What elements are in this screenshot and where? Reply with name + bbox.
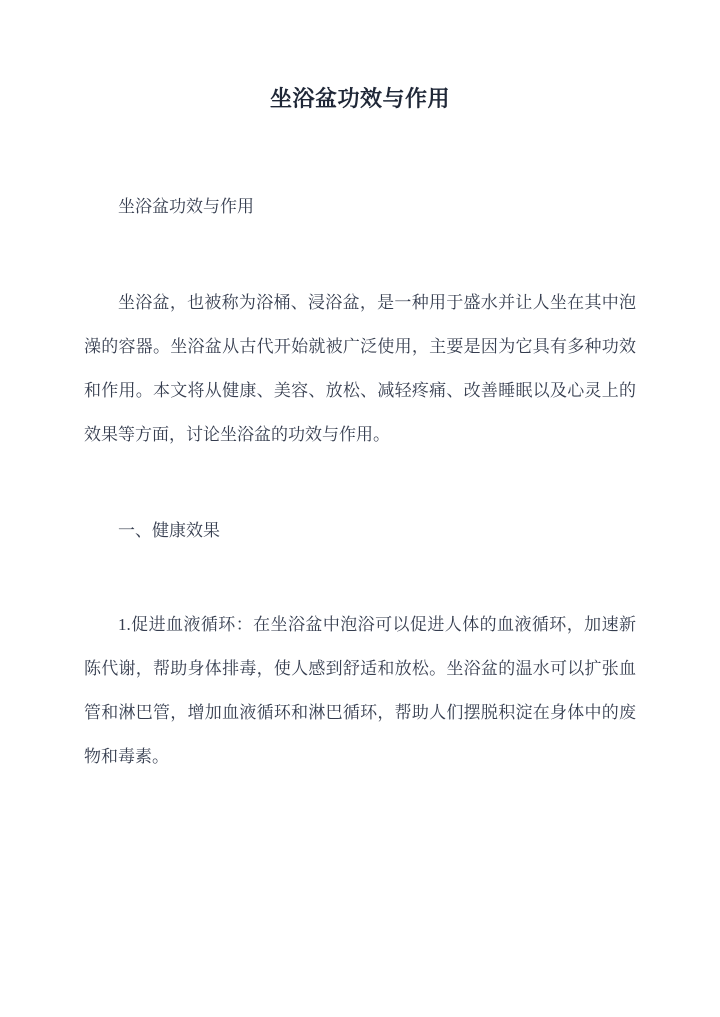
document-title: 坐浴盆功效与作用 xyxy=(269,86,450,111)
intro-line: 坐浴盆功效与作用 xyxy=(118,197,254,216)
health-paragraph: 1.促进血液循环：在坐浴盆中泡浴可以促进人体的血液循环，加速新陈代谢，帮助身体排毒，使人感到舒适和放松。坐浴盆的温水可以扩张血管和淋巴管，增加血液循环和淋巴循环，帮助人们摆脱积淀在身体中的废物和毒素。 xyxy=(84,615,636,766)
section-heading-health: 一、健康效果 xyxy=(118,521,220,540)
overview-paragraph: 坐浴盆，也被称为浴桶、浸浴盆，是一种用于盛水并让人坐在其中泡澡的容器。坐浴盆从古代开始就被广泛使用，主要是因为它具有多种功效和作用。本文将从健康、美容、放松、减轻疼痛、改善睡眠以及心灵上的效果等方面，讨论坐浴盆的功效与作用。 xyxy=(84,293,636,444)
